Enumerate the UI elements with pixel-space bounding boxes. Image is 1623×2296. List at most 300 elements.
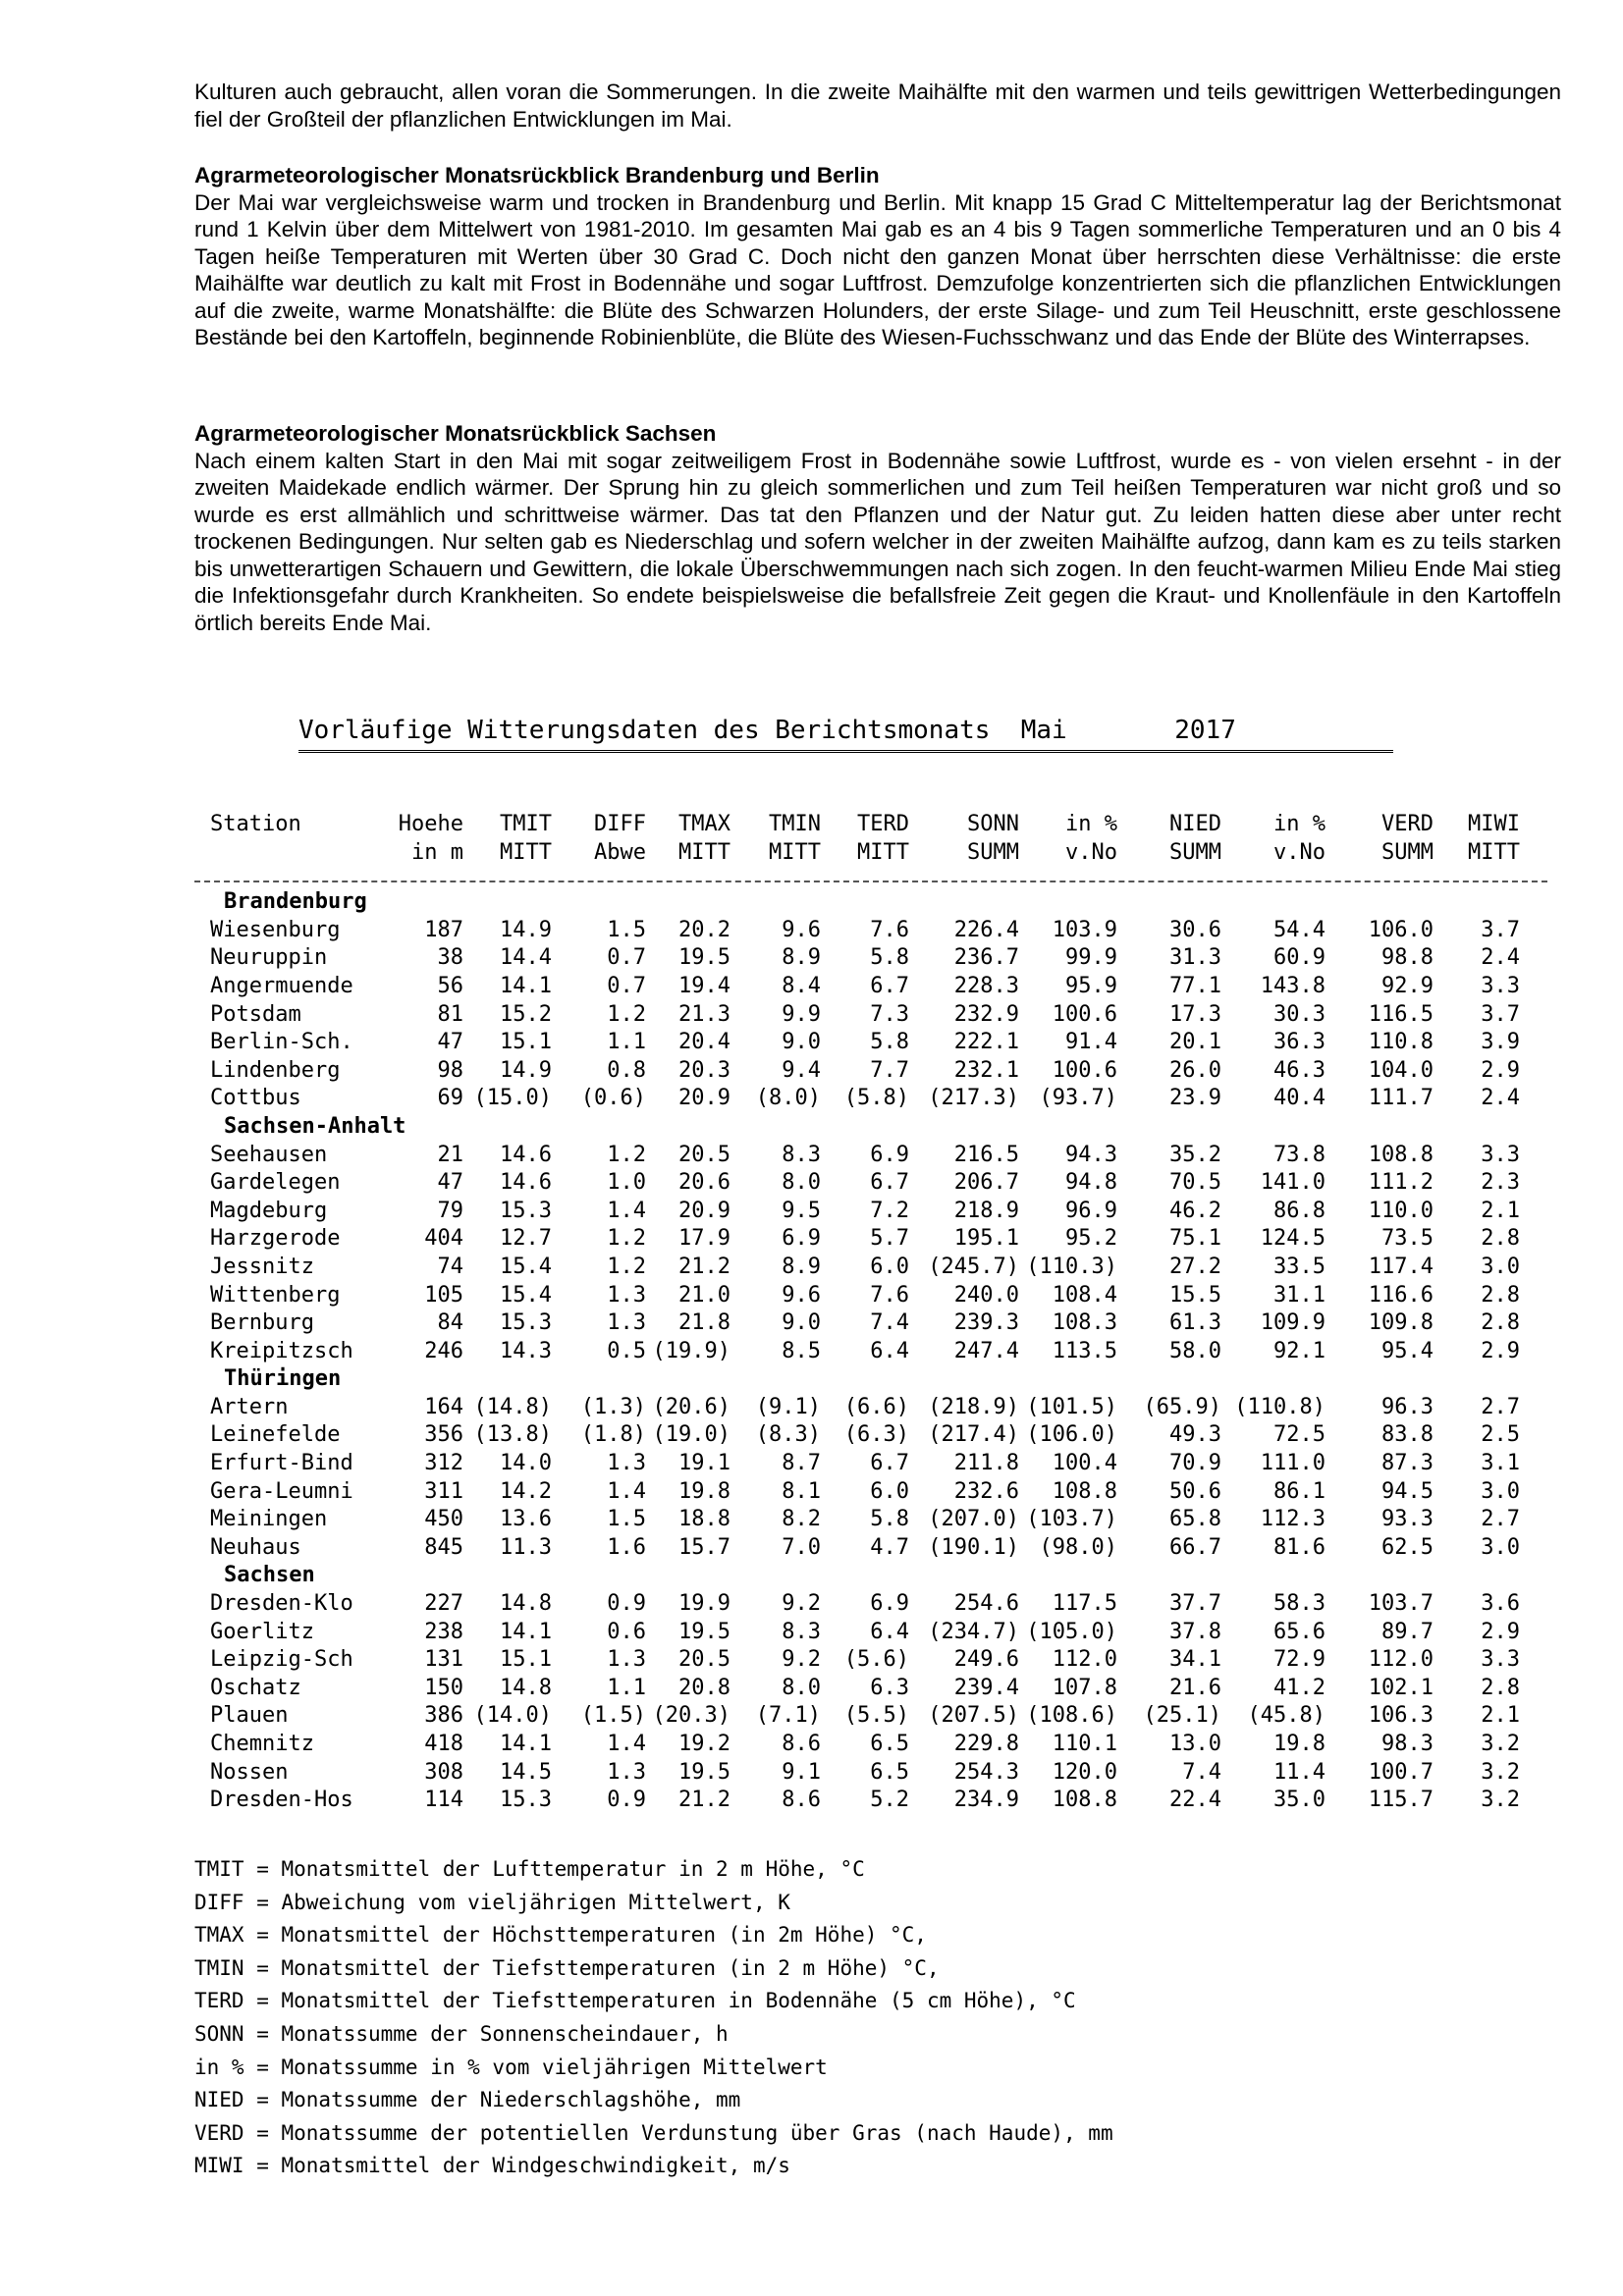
data-cell: 9.0	[782, 1310, 821, 1336]
station-name: Gardelegen	[210, 1170, 341, 1196]
data-cell: 96.3	[1381, 1394, 1434, 1419]
table-row	[194, 1338, 1549, 1366]
data-cell: 8.2	[782, 1507, 821, 1532]
station-name: Harzgerode	[210, 1226, 341, 1252]
data-cell: 6.0	[870, 1254, 909, 1279]
header-cell: MITT	[500, 839, 552, 865]
header-dashed-rule	[194, 881, 1547, 882]
data-cell: 35.0	[1273, 1788, 1325, 1813]
data-cell: (1.8)	[580, 1422, 646, 1448]
data-cell: 226.4	[953, 917, 1019, 942]
data-cell: 81.6	[1273, 1534, 1325, 1560]
table-title: Vorläufige Witterungsdaten des Berichtsmonats Mai 2017	[298, 716, 1236, 745]
station-name: Bernburg	[210, 1310, 314, 1336]
data-cell: (217.3)	[928, 1086, 1019, 1111]
header-cell: TERD	[857, 812, 909, 836]
data-cell: 7.3	[870, 1001, 909, 1027]
data-cell: 247.4	[953, 1338, 1019, 1363]
data-cell: 2.1	[1481, 1703, 1520, 1729]
data-cell: 83.8	[1381, 1422, 1434, 1448]
data-cell: 312	[424, 1451, 463, 1476]
data-cell: 143.8	[1260, 973, 1325, 998]
data-cell: 102.1	[1368, 1675, 1434, 1700]
station-name: Kreipitzsch	[210, 1338, 353, 1363]
data-cell: 14.9	[500, 1057, 552, 1083]
header-cell: Hoehe	[398, 812, 463, 836]
data-cell: 108.8	[1052, 1478, 1117, 1504]
table-header-row-1	[194, 811, 1549, 839]
data-cell: 8.9	[782, 1254, 821, 1279]
data-cell: (6.6)	[843, 1394, 909, 1419]
data-cell: 13.6	[500, 1507, 552, 1532]
data-cell: 19.5	[678, 945, 730, 971]
table-row	[194, 1394, 1549, 1422]
data-cell: 5.2	[870, 1788, 909, 1813]
data-cell: (106.0)	[1026, 1422, 1117, 1448]
data-cell: 6.9	[870, 1591, 909, 1617]
data-cell: 20.5	[678, 1647, 730, 1673]
header-cell: MITT	[769, 839, 821, 865]
table-row	[194, 944, 1549, 973]
table-row	[194, 1029, 1549, 1057]
data-cell: 246	[424, 1338, 463, 1363]
data-cell: 111.0	[1260, 1451, 1325, 1476]
data-cell: (5.8)	[843, 1086, 909, 1111]
data-cell: 47	[437, 1030, 463, 1055]
header-cell: TMIT	[500, 812, 552, 836]
data-cell: 8.0	[782, 1170, 821, 1196]
legend-entry: TERD = Monatsmittel der Tiefsttemperaturen in Bodennähe (5 cm Höhe), °C	[194, 1989, 1076, 2013]
intro-text: Kulturen auch gebraucht, allen voran die Sommerungen. In die zweite Maihälfte mit den warmen und teils gewittrigen Wetterbedingungen fiel der Großteil der pflanzlichen Entwicklungen im Mai.	[194, 80, 1561, 132]
data-cell: 110.8	[1368, 1030, 1434, 1055]
data-cell: 114	[424, 1788, 463, 1813]
table-row	[194, 1646, 1549, 1675]
data-cell: 15.3	[500, 1198, 552, 1223]
header-cell: SUMM	[1381, 839, 1434, 865]
data-cell: 229.8	[953, 1732, 1019, 1756]
title-double-rule	[298, 750, 1393, 753]
sachsen-heading: Agrarmeteorologischer Monatsrückblick Sachsen	[194, 421, 717, 446]
data-cell: 69	[437, 1086, 463, 1111]
data-cell: 105	[424, 1282, 463, 1308]
data-cell: 33.5	[1273, 1254, 1325, 1279]
data-cell: 14.2	[500, 1478, 552, 1504]
data-cell: 7.6	[870, 1282, 909, 1308]
data-cell: 99.9	[1065, 945, 1117, 971]
data-cell: 8.9	[782, 945, 821, 971]
data-cell: 15.1	[500, 1030, 552, 1055]
data-cell: 108.8	[1368, 1142, 1434, 1167]
brandenburg-section	[194, 162, 1561, 351]
station-name: Neuhaus	[210, 1534, 301, 1560]
data-cell: 98	[437, 1057, 463, 1083]
table-row	[194, 973, 1549, 1001]
data-cell: 1.2	[607, 1226, 646, 1252]
table-row	[194, 1450, 1549, 1478]
data-cell: 58.3	[1273, 1591, 1325, 1617]
data-cell: 21.3	[678, 1001, 730, 1027]
data-cell: 120.0	[1052, 1759, 1117, 1785]
legend-entry: TMIT = Monatsmittel der Lufttemperatur in 2 m Höhe, °C	[194, 1857, 865, 1881]
station-name: Magdeburg	[210, 1198, 328, 1223]
data-cell: 6.5	[870, 1759, 909, 1785]
data-cell: 65.6	[1273, 1619, 1325, 1644]
data-cell: 86.8	[1273, 1198, 1325, 1223]
data-cell: 254.6	[953, 1591, 1019, 1617]
data-cell: (65.9)	[1143, 1394, 1221, 1419]
data-cell: 195.1	[953, 1226, 1019, 1252]
data-cell: 92.1	[1273, 1338, 1325, 1363]
data-cell: (19.0)	[652, 1422, 730, 1448]
data-cell: 21.6	[1169, 1675, 1221, 1700]
data-cell: 404	[424, 1226, 463, 1252]
data-cell: 109.9	[1260, 1310, 1325, 1336]
data-cell: (8.0)	[755, 1086, 821, 1111]
group-heading: Sachsen-Anhalt	[224, 1113, 406, 1139]
station-name: Gera-Leumni	[210, 1478, 353, 1504]
data-cell: 72.5	[1273, 1422, 1325, 1448]
table-row	[194, 917, 1549, 945]
group-heading: Thüringen	[224, 1366, 342, 1392]
data-cell: (110.8)	[1234, 1394, 1325, 1419]
data-cell: 104.0	[1368, 1057, 1434, 1083]
data-cell: 3.0	[1481, 1478, 1520, 1504]
data-cell: (101.5)	[1026, 1394, 1117, 1419]
data-cell: 49.3	[1169, 1422, 1221, 1448]
data-cell: 232.9	[953, 1001, 1019, 1027]
data-cell: 13.0	[1169, 1732, 1221, 1756]
table-row	[194, 1169, 1549, 1198]
data-cell: 46.3	[1273, 1057, 1325, 1083]
data-cell: 103.7	[1368, 1591, 1434, 1617]
data-cell: (19.9)	[652, 1338, 730, 1363]
data-cell: (5.5)	[843, 1703, 909, 1729]
data-cell: (207.0)	[928, 1507, 1019, 1532]
table-row	[194, 1254, 1549, 1282]
data-cell: 3.2	[1481, 1788, 1520, 1813]
header-cell: MIWI	[1468, 812, 1520, 836]
data-cell: 46.2	[1169, 1198, 1221, 1223]
header-cell: TMAX	[678, 812, 730, 836]
data-cell: 30.3	[1273, 1001, 1325, 1027]
data-cell: 77.1	[1169, 973, 1221, 998]
data-cell: 239.4	[953, 1675, 1019, 1700]
data-cell: 2.7	[1481, 1394, 1520, 1419]
table-row	[194, 1590, 1549, 1619]
data-cell: 106.0	[1368, 917, 1434, 942]
data-cell: 15.3	[500, 1788, 552, 1813]
data-cell: 15.5	[1169, 1282, 1221, 1308]
data-cell: 115.7	[1368, 1788, 1434, 1813]
data-cell: 14.6	[500, 1142, 552, 1167]
data-cell: 19.8	[1273, 1732, 1325, 1756]
legend-entry: VERD = Monatssumme der potentiellen Verdunstung über Gras (nach Haude), mm	[194, 2120, 1113, 2145]
data-cell: (7.1)	[755, 1703, 821, 1729]
data-cell: 6.7	[870, 1170, 909, 1196]
data-cell: 1.2	[607, 1142, 646, 1167]
data-cell: 8.0	[782, 1675, 821, 1700]
station-name: Neuruppin	[210, 945, 328, 971]
data-cell: 187	[424, 917, 463, 942]
legend-entry: DIFF = Abweichung vom vieljährigen Mittelwert, K	[194, 1890, 790, 1914]
data-cell: 95.4	[1381, 1338, 1434, 1363]
data-cell: 21	[437, 1142, 463, 1167]
data-cell: 2.9	[1481, 1619, 1520, 1644]
data-cell: 86.1	[1273, 1478, 1325, 1504]
station-name: Leipzig-Sch	[210, 1647, 353, 1673]
data-cell: 108.8	[1052, 1788, 1117, 1813]
data-cell: 4.7	[870, 1534, 909, 1560]
data-cell: 112.0	[1052, 1647, 1117, 1673]
data-cell: 2.9	[1481, 1338, 1520, 1363]
data-cell: 845	[424, 1534, 463, 1560]
station-name: Jessnitz	[210, 1254, 314, 1279]
data-cell: 81	[437, 1001, 463, 1027]
data-cell: 9.9	[782, 1001, 821, 1027]
station-name: Dresden-Hos	[210, 1788, 353, 1813]
data-cell: 70.5	[1169, 1170, 1221, 1196]
header-cell: TMIN	[769, 812, 821, 836]
station-name: Potsdam	[210, 1001, 301, 1027]
data-cell: 2.8	[1481, 1310, 1520, 1336]
table-row	[194, 1759, 1549, 1788]
table-row	[194, 1619, 1549, 1647]
data-cell: 2.3	[1481, 1170, 1520, 1196]
data-cell: 6.7	[870, 1451, 909, 1476]
data-cell: 100.6	[1052, 1057, 1117, 1083]
table-row	[194, 1001, 1549, 1030]
data-cell: 65.8	[1169, 1507, 1221, 1532]
data-cell: 73.8	[1273, 1142, 1325, 1167]
legend-entry: SONN = Monatssumme der Sonnenscheindauer, h	[194, 2021, 729, 2046]
data-cell: 1.1	[607, 1030, 646, 1055]
table-row	[194, 1282, 1549, 1310]
data-cell: 0.6	[607, 1619, 646, 1644]
data-cell: 3.3	[1481, 1647, 1520, 1673]
brandenburg-heading: Agrarmeteorologischer Monatsrückblick Brandenburg und Berlin	[194, 163, 880, 187]
sachsen-body: Nach einem kalten Start in den Mai mit sogar zeitweiligem Frost in Bodennähe sowie Luftfrost, wurde es - von vielen ersehnt - in der zweiten Maidekade endlich wärmer. Der Sprung hin zu gleich sommerlichen und zum Teil heißen Temperaturen war nicht groß und so wurde es erst allmählich und schrittweise wärmer. Das tat den Pflanzen und der Natur gut. Zu leiden hatten diese aber unter recht trockenen Bedingungen. Nur selten gab es Niederschlag und sofern welcher in der zweiten Maihälfte aufzog, dann kam es zu teils starken bis unwetterartigen Schauern und Gewittern, die lokale Überschwemmungen nach sich zogen. In den feucht-warmen Milieu Ende Mai stieg die Infektionsgefahr durch Krankheiten. So endete beispielsweise die befallsfreie Zeit gegen die Kraut- und Knollenfäule in den Kartoffeln örtlich bereits Ende Mai.	[194, 448, 1561, 635]
data-cell: 21.0	[678, 1282, 730, 1308]
data-cell: 311	[424, 1478, 463, 1504]
data-cell: 238	[424, 1619, 463, 1644]
station-name: Lindenberg	[210, 1057, 341, 1083]
data-cell: 7.2	[870, 1198, 909, 1223]
data-cell: (0.6)	[580, 1086, 646, 1111]
data-cell: 21.2	[678, 1254, 730, 1279]
station-name: Angermuende	[210, 973, 353, 998]
legend-entry: MIWI = Monatsmittel der Windgeschwindigkeit, m/s	[194, 2154, 790, 2178]
legend-entry: TMIN = Monatsmittel der Tiefsttemperaturen (in 2 m Höhe) °C,	[194, 1955, 940, 1980]
data-cell: 37.8	[1169, 1619, 1221, 1644]
data-cell: (218.9)	[928, 1394, 1019, 1419]
station-name: Erfurt-Bind	[210, 1451, 353, 1476]
data-cell: 15.1	[500, 1647, 552, 1673]
header-cell: in %	[1065, 812, 1117, 836]
data-cell: 8.6	[782, 1788, 821, 1813]
data-cell: 14.1	[500, 1619, 552, 1644]
station-name: Nossen	[210, 1759, 289, 1785]
data-cell: 14.8	[500, 1591, 552, 1617]
data-cell: 110.0	[1368, 1198, 1434, 1223]
data-cell: 1.3	[607, 1282, 646, 1308]
data-cell: 216.5	[953, 1142, 1019, 1167]
data-cell: 100.6	[1052, 1001, 1117, 1027]
table-row	[194, 1057, 1549, 1086]
data-cell: 1.3	[607, 1759, 646, 1785]
data-cell: 112.0	[1368, 1647, 1434, 1673]
data-cell: 0.9	[607, 1788, 646, 1813]
data-cell: 94.3	[1065, 1142, 1117, 1167]
data-cell: 14.6	[500, 1170, 552, 1196]
data-cell: 20.9	[678, 1086, 730, 1111]
data-cell: 164	[424, 1394, 463, 1419]
data-cell: 8.4	[782, 973, 821, 998]
data-cell: 228.3	[953, 973, 1019, 998]
data-cell: 35.2	[1169, 1142, 1221, 1167]
data-cell: 7.6	[870, 917, 909, 942]
data-cell: 15.3	[500, 1310, 552, 1336]
data-cell: 356	[424, 1422, 463, 1448]
data-cell: 20.3	[678, 1057, 730, 1083]
data-cell: 9.6	[782, 917, 821, 942]
data-cell: 1.2	[607, 1254, 646, 1279]
header-cell: NIED	[1169, 812, 1221, 836]
data-cell: 47	[437, 1170, 463, 1196]
table-row	[194, 1787, 1549, 1815]
data-cell: 62.5	[1381, 1534, 1434, 1560]
data-cell: 116.6	[1368, 1282, 1434, 1308]
table-row	[194, 1675, 1549, 1703]
data-cell: 31.3	[1169, 945, 1221, 971]
data-cell: 1.0	[607, 1170, 646, 1196]
data-cell: 0.9	[607, 1591, 646, 1617]
data-cell: 14.1	[500, 973, 552, 998]
data-cell: 1.3	[607, 1310, 646, 1336]
data-cell: 5.7	[870, 1226, 909, 1252]
table-row	[194, 1085, 1549, 1113]
data-cell: 2.9	[1481, 1057, 1520, 1083]
data-cell: 150	[424, 1675, 463, 1700]
data-cell: 100.4	[1052, 1451, 1117, 1476]
data-cell: 236.7	[953, 945, 1019, 971]
station-name: Chemnitz	[210, 1732, 314, 1756]
header-cell: VERD	[1381, 812, 1434, 836]
data-cell: (25.1)	[1143, 1703, 1221, 1729]
data-cell: 141.0	[1260, 1170, 1325, 1196]
data-cell: 131	[424, 1647, 463, 1673]
data-cell: 3.7	[1481, 1001, 1520, 1027]
data-cell: (6.3)	[843, 1422, 909, 1448]
data-cell: 124.5	[1260, 1226, 1325, 1252]
data-cell: 56	[437, 973, 463, 998]
station-name: Berlin-Sch.	[210, 1030, 353, 1055]
data-cell: 98.8	[1381, 945, 1434, 971]
data-cell: 0.8	[607, 1057, 646, 1083]
data-cell: 7.0	[782, 1534, 821, 1560]
header-cell: v.No	[1273, 839, 1325, 865]
data-cell: 8.3	[782, 1142, 821, 1167]
data-cell: 103.9	[1052, 917, 1117, 942]
data-cell: 8.7	[782, 1451, 821, 1476]
data-cell: 3.3	[1481, 973, 1520, 998]
data-cell: 117.4	[1368, 1254, 1434, 1279]
data-cell: 31.1	[1273, 1282, 1325, 1308]
data-cell: 3.7	[1481, 917, 1520, 942]
table-row	[194, 1478, 1549, 1507]
data-cell: 3.9	[1481, 1030, 1520, 1055]
data-cell: 54.4	[1273, 917, 1325, 942]
data-cell: 94.5	[1381, 1478, 1434, 1504]
data-cell: 8.6	[782, 1732, 821, 1756]
station-name: Goerlitz	[210, 1619, 314, 1644]
data-cell: 218.9	[953, 1198, 1019, 1223]
table-row	[194, 1225, 1549, 1254]
data-cell: 75.1	[1169, 1226, 1221, 1252]
data-cell: 20.9	[678, 1198, 730, 1223]
data-cell: 450	[424, 1507, 463, 1532]
data-cell: 9.0	[782, 1030, 821, 1055]
group-heading: Sachsen	[224, 1563, 315, 1588]
data-cell: (110.3)	[1026, 1254, 1117, 1279]
table-body	[194, 888, 1549, 1815]
data-cell: 1.1	[607, 1675, 646, 1700]
data-cell: 234.9	[953, 1788, 1019, 1813]
data-cell: 94.8	[1065, 1170, 1117, 1196]
header-cell: SUMM	[1169, 839, 1221, 865]
data-cell: (1.5)	[580, 1703, 646, 1729]
data-cell: 20.8	[678, 1675, 730, 1700]
data-cell: 211.8	[953, 1451, 1019, 1476]
table-row	[194, 1421, 1549, 1450]
table-row	[194, 1506, 1549, 1534]
data-cell: 58.0	[1169, 1338, 1221, 1363]
data-cell: (1.3)	[580, 1394, 646, 1419]
data-cell: 27.2	[1169, 1254, 1221, 1279]
data-cell: 17.9	[678, 1226, 730, 1252]
station-name: Wittenberg	[210, 1282, 341, 1308]
table-row	[194, 1702, 1549, 1731]
data-cell: 5.8	[870, 1507, 909, 1532]
table-row	[194, 1142, 1549, 1170]
data-cell: 5.8	[870, 945, 909, 971]
data-cell: 79	[437, 1198, 463, 1223]
data-cell: 3.6	[1481, 1591, 1520, 1617]
data-cell: 8.5	[782, 1338, 821, 1363]
data-cell: 6.3	[870, 1675, 909, 1700]
data-cell: 6.4	[870, 1619, 909, 1644]
data-cell: (98.0)	[1039, 1534, 1117, 1560]
data-cell: 2.4	[1481, 1086, 1520, 1111]
data-cell: 109.8	[1368, 1310, 1434, 1336]
station-name: Meiningen	[210, 1507, 328, 1532]
data-cell: 3.3	[1481, 1142, 1520, 1167]
sachsen-section	[194, 420, 1561, 636]
data-cell: 40.4	[1273, 1086, 1325, 1111]
data-cell: (108.6)	[1026, 1703, 1117, 1729]
abbreviation-legend	[194, 1853, 1113, 2183]
data-cell: 1.4	[607, 1198, 646, 1223]
data-cell: 72.9	[1273, 1647, 1325, 1673]
header-cell: v.No	[1065, 839, 1117, 865]
data-cell: (217.4)	[928, 1422, 1019, 1448]
data-cell: 21.2	[678, 1788, 730, 1813]
data-cell: 9.1	[782, 1759, 821, 1785]
data-cell: (234.7)	[928, 1619, 1019, 1644]
data-cell: 9.5	[782, 1198, 821, 1223]
data-cell: 17.3	[1169, 1001, 1221, 1027]
data-cell: 7.4	[870, 1310, 909, 1336]
data-cell: 232.1	[953, 1057, 1019, 1083]
